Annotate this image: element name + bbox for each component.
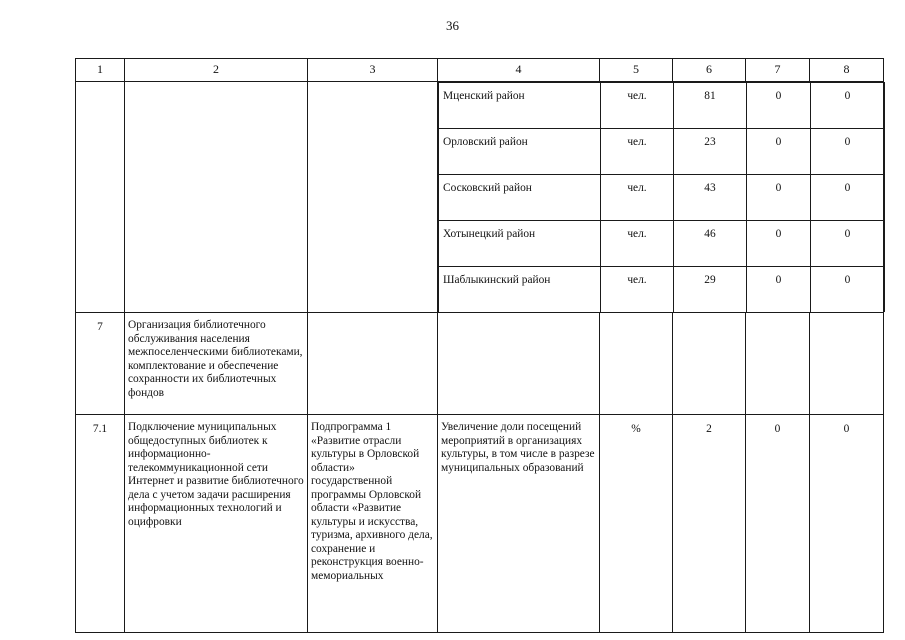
value-col6: 23 — [674, 129, 747, 175]
value-col6: 2 — [673, 415, 746, 633]
district-name: Сосковский район — [439, 175, 601, 221]
measure-text: Подключение муниципальных общедоступных библиотек к информационно-телекоммуникационной сети Интернет и развитие библиотечного дела с учетом задачи расширения информационных технологий и оцифровки — [125, 415, 308, 633]
row-number: 7.1 — [76, 415, 125, 633]
unit-cell: чел. — [601, 221, 674, 267]
unit-cell: чел. — [601, 267, 674, 313]
district-subtable — [438, 82, 885, 312]
unit-cell: % — [600, 415, 673, 633]
value-col7: 0 — [746, 415, 810, 633]
value-col6: 29 — [674, 267, 747, 313]
empty-cell-program — [308, 82, 438, 313]
section-number: 7 — [76, 313, 125, 415]
column-header-2: 2 — [125, 59, 308, 82]
row-7-1 — [76, 415, 884, 633]
unit-cell: чел. — [601, 175, 674, 221]
value-col8: 0 — [811, 267, 885, 313]
page-number: 36 — [446, 18, 459, 33]
empty-cell — [438, 313, 600, 415]
district-name: Мценский район — [439, 83, 601, 129]
column-header-4: 4 — [438, 59, 600, 82]
district-name: Орловский район — [439, 129, 601, 175]
section-title: Организация библиотечного обслуживания населения межпоселенческими библиотеками, комплектование и обеспечение сохранности их библиотечных фондов — [125, 313, 308, 415]
value-col8: 0 — [811, 175, 885, 221]
value-col6: 43 — [674, 175, 747, 221]
value-col7: 0 — [747, 83, 811, 129]
value-col8: 0 — [810, 415, 884, 633]
district-name: Хотынецкий район — [439, 221, 601, 267]
value-col6: 46 — [674, 221, 747, 267]
column-header-8: 8 — [810, 59, 884, 82]
table-row — [439, 221, 885, 267]
column-header-5: 5 — [600, 59, 673, 82]
table-row — [439, 83, 885, 129]
value-col7: 0 — [747, 175, 811, 221]
document-table — [75, 58, 884, 633]
section-7-row — [76, 313, 884, 415]
column-header-1: 1 — [76, 59, 125, 82]
empty-cell — [308, 313, 438, 415]
value-col7: 0 — [747, 267, 811, 313]
table-header-row — [76, 59, 884, 82]
indicator-text: Увеличение доли посещений мероприятий в организациях культуры, в том числе в разрезе муниципальных образований — [438, 415, 600, 633]
unit-cell: чел. — [601, 83, 674, 129]
empty-cell — [746, 313, 810, 415]
table-row — [439, 129, 885, 175]
value-col7: 0 — [747, 129, 811, 175]
value-col8: 0 — [811, 129, 885, 175]
table-row — [439, 267, 885, 313]
district-name: Шаблыкинский район — [439, 267, 601, 313]
value-col7: 0 — [747, 221, 811, 267]
program-text: Подпрограмма 1 «Развитие отрасли культуры в Орловской области» государственной программы Орловской области «Развитие культуры и искусства, туризма, архивного дела, сохранение и реконструкция военно-мемориальных — [308, 415, 438, 633]
empty-cell — [810, 313, 884, 415]
district-rows-container — [438, 82, 884, 313]
unit-cell: чел. — [601, 129, 674, 175]
table-row — [439, 175, 885, 221]
value-col8: 0 — [811, 83, 885, 129]
column-header-6: 6 — [673, 59, 746, 82]
empty-cell — [600, 313, 673, 415]
column-header-7: 7 — [746, 59, 810, 82]
value-col8: 0 — [811, 221, 885, 267]
empty-cell-num — [76, 82, 125, 313]
value-col6: 81 — [674, 83, 747, 129]
empty-cell-measure — [125, 82, 308, 313]
column-header-3: 3 — [308, 59, 438, 82]
district-block — [76, 82, 884, 313]
empty-cell — [673, 313, 746, 415]
